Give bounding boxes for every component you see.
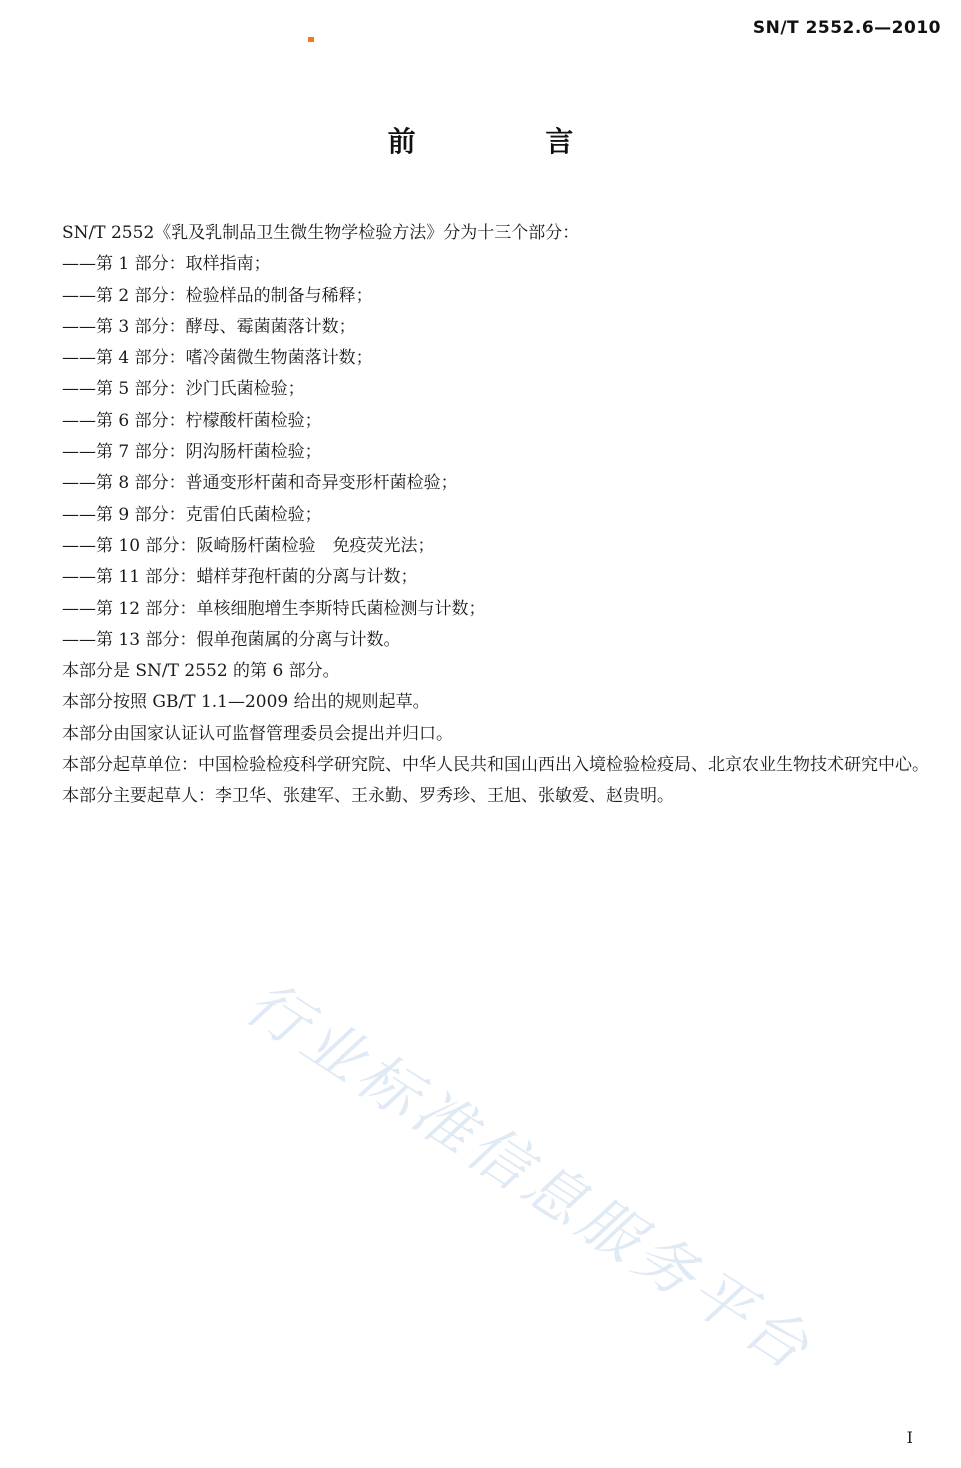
document-body <box>22 218 942 813</box>
watermark-text: 行业标准信息服务平台 <box>233 967 825 1387</box>
part-list-item: ——第 11 部分：蜡样芽孢杆菌的分离与计数； <box>62 567 418 588</box>
page-number: I <box>906 1428 913 1447</box>
part-list-item: ——第 9 部分：克雷伯氏菌检验； <box>62 504 322 525</box>
part-list-item: ——第 6 部分：柠檬酸杆菌检验； <box>62 410 322 431</box>
statement-drafters: 本部分主要起草人：李卫华、张建军、王永勤、罗秀珍、王旭、张敏爱、赵贵明。 <box>62 786 674 807</box>
page-title: 前 言 <box>387 125 634 158</box>
part-list-item: ——第 5 部分：沙门氏菌检验； <box>62 379 305 400</box>
part-list-item: ——第 10 部分：阪崎肠杆菌检验 免疫荧光法； <box>62 535 435 556</box>
intro-paragraph: SN/T 2552《乳及乳制品卫生微生物学检验方法》分为十三个部分： <box>62 223 580 243</box>
part-list-item: ——第 1 部分：取样指南； <box>62 254 271 275</box>
part-list-item: ——第 13 部分：假单孢菌属的分离与计数。 <box>62 629 401 650</box>
part-list-item: ——第 4 部分：嗜冷菌微生物菌落计数； <box>62 348 373 369</box>
statement-drafting-rules: 本部分按照 GB/T 1.1—2009 给出的规则起草。 <box>62 692 430 713</box>
part-list-item: ——第 7 部分：阴沟肠杆菌检验； <box>62 442 322 463</box>
statement-drafting-units: 本部分起草单位：中国检验检疫科学研究院、中华人民共和国山西出入境检验检疫局、北京农业生物技术研究中心。 <box>62 755 929 776</box>
part-list-item: ——第 2 部分：检验样品的制备与稀释； <box>62 285 373 306</box>
part-list-item: ——第 8 部分：普通变形杆菌和奇异变形杆菌检验； <box>62 473 458 494</box>
standard-code: SN/T 2552.6—2010 <box>752 18 941 38</box>
orange-mark <box>308 37 314 42</box>
part-list-item: ——第 12 部分：单核细胞增生李斯特氏菌检测与计数； <box>62 598 486 619</box>
statement-proposer: 本部分由国家认证认可监督管理委员会提出并归口。 <box>62 723 453 744</box>
statement-part-number: 本部分是 SN/T 2552 的第 6 部分。 <box>62 661 340 682</box>
part-list-item: ——第 3 部分：酵母、霉菌菌落计数； <box>62 316 356 337</box>
